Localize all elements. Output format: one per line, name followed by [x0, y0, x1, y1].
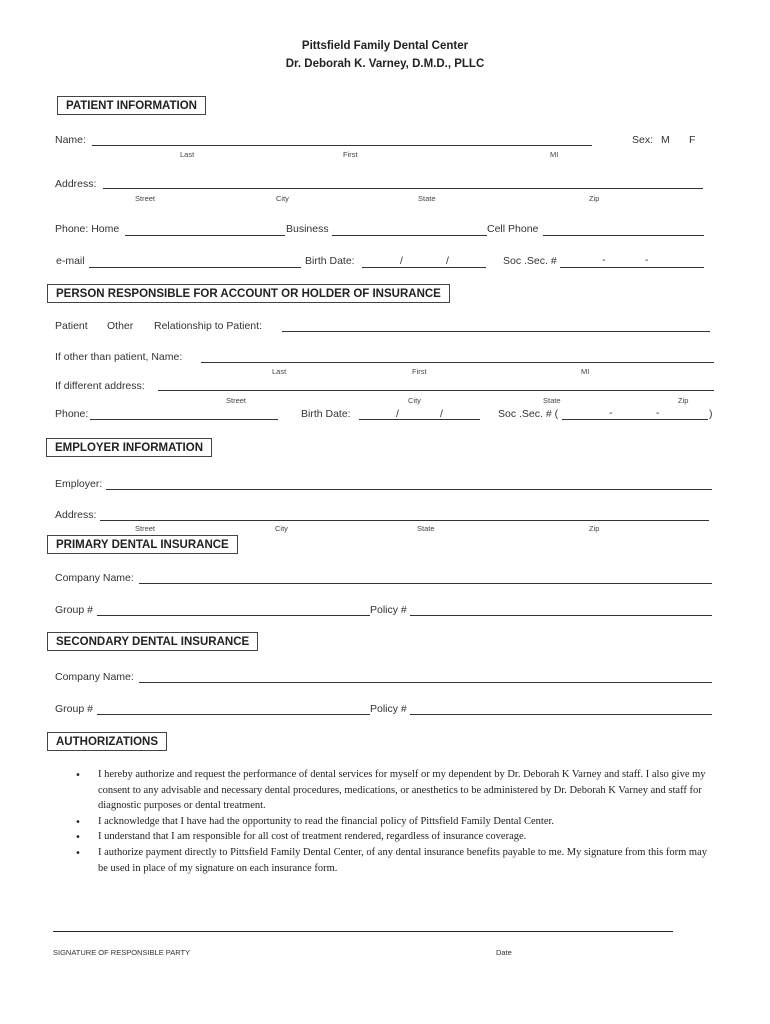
cell-phone-label: Cell Phone: [487, 223, 539, 235]
section-person-responsible: PERSON RESPONSIBLE FOR ACCOUNT OR HOLDER OF INSURANCE: [47, 284, 450, 303]
employer-address-field[interactable]: [100, 520, 709, 521]
responsible-phone-field[interactable]: [90, 419, 278, 420]
doctor-name: Dr. Deborah K. Varney, D.M.D., PLLC: [285, 58, 485, 70]
email-field[interactable]: [89, 267, 301, 268]
address-state-caption: State: [418, 194, 436, 203]
cell-phone-field[interactable]: [543, 235, 704, 236]
responsible-soc-sec-dash: -: [609, 407, 613, 419]
sex-option-m[interactable]: M: [661, 134, 670, 146]
birth-date-label: Birth Date:: [305, 255, 355, 267]
responsible-birth-date-field[interactable]: [359, 419, 480, 420]
primary-company-field[interactable]: [139, 583, 712, 584]
email-label: e-mail: [56, 255, 85, 267]
name-first-caption: First: [343, 150, 358, 159]
phone-home-label: Phone: Home: [55, 223, 120, 235]
different-address-city-caption: City: [408, 396, 421, 405]
authorization-item-payment: I authorize payment directly to Pittsfield Family Dental Center, of any dental insurance benefits payable to me. My signature from this form may be used in place of my signature on each insurance form.: [98, 847, 707, 874]
relationship-label: Relationship to Patient:: [154, 320, 262, 332]
responsible-soc-sec-label: Soc .Sec. # (: [498, 408, 559, 420]
patient-option[interactable]: Patient: [55, 320, 88, 332]
bullet-icon: •: [75, 817, 81, 828]
responsible-soc-sec-field[interactable]: [562, 419, 708, 420]
bullet-icon: •: [75, 848, 81, 859]
different-address-field[interactable]: [158, 390, 714, 391]
employer-street-caption: Street: [135, 524, 156, 533]
clinic-name: Pittsfield Family Dental Center: [301, 40, 469, 52]
primary-policy-field[interactable]: [410, 615, 712, 616]
responsible-birth-date-separator: /: [440, 408, 443, 420]
sex-label: Sex:: [632, 134, 654, 146]
different-address-label: If different address:: [55, 380, 145, 392]
soc-sec-dash: -: [602, 254, 606, 266]
signature-date-label: Date: [496, 948, 512, 957]
birth-date-field[interactable]: [362, 267, 486, 268]
other-name-last-caption: Last: [272, 367, 287, 376]
employer-zip-caption: Zip: [589, 524, 600, 533]
responsible-phone-label: Phone:: [55, 408, 89, 420]
address-zip-caption: Zip: [589, 194, 600, 203]
different-address-state-caption: State: [543, 396, 561, 405]
different-address-zip-caption: Zip: [678, 396, 689, 405]
secondary-policy-label: Policy #: [370, 703, 407, 715]
address-field[interactable]: [103, 188, 703, 189]
employer-address-label: Address:: [55, 509, 97, 521]
section-primary-dental-insurance: PRIMARY DENTAL INSURANCE: [47, 535, 238, 554]
name-label: Name:: [55, 134, 86, 146]
other-name-field[interactable]: [201, 362, 714, 363]
address-label: Address:: [55, 178, 97, 190]
authorization-item-consent: I hereby authorize and request the performance of dental services for myself or my dependent by Dr. Deborah K Varney and staff. I also give my consent to any advisable and necessary dental procedures, medications, or anesthetics to be administered by Dr. Deborah K Varney and staff for diagnostic purposes or dental treatment.: [98, 769, 706, 811]
other-name-label: If other than patient, Name:: [55, 351, 183, 363]
authorization-item-financial-policy: I acknowledge that I have had the opportunity to read the financial policy of Pittsfield Family Dental Center.: [98, 816, 555, 827]
employer-state-caption: State: [417, 524, 435, 533]
phone-home-field[interactable]: [125, 235, 285, 236]
primary-group-field[interactable]: [97, 615, 370, 616]
secondary-company-label: Company Name:: [55, 671, 134, 683]
birth-date-separator: /: [400, 255, 403, 267]
business-phone-field[interactable]: [332, 235, 487, 236]
section-patient-information: PATIENT INFORMATION: [57, 96, 206, 115]
primary-group-label: Group #: [55, 604, 93, 616]
section-authorizations: AUTHORIZATIONS: [47, 732, 167, 751]
name-mi-caption: MI: [550, 150, 559, 159]
other-name-first-caption: First: [412, 367, 427, 376]
responsible-soc-sec-dash: -: [656, 407, 660, 419]
soc-sec-dash: -: [645, 254, 649, 266]
employer-city-caption: City: [275, 524, 288, 533]
authorization-item-cost-responsibility: I understand that I am responsible for all cost of treatment rendered, regardless of insurance coverage.: [98, 831, 527, 842]
secondary-policy-field[interactable]: [410, 714, 712, 715]
name-field[interactable]: [92, 145, 592, 146]
section-secondary-dental-insurance: SECONDARY DENTAL INSURANCE: [47, 632, 258, 651]
other-option[interactable]: Other: [107, 320, 134, 332]
soc-sec-field[interactable]: [560, 267, 704, 268]
address-city-caption: City: [276, 194, 289, 203]
signature-line[interactable]: [53, 931, 673, 932]
secondary-group-field[interactable]: [97, 714, 370, 715]
secondary-company-field[interactable]: [139, 682, 712, 683]
employer-field[interactable]: [106, 489, 712, 490]
bullet-icon: •: [75, 832, 81, 843]
employer-label: Employer:: [55, 478, 103, 490]
different-address-street-caption: Street: [226, 396, 247, 405]
primary-policy-label: Policy #: [370, 604, 407, 616]
primary-company-label: Company Name:: [55, 572, 134, 584]
name-last-caption: Last: [180, 150, 195, 159]
bullet-icon: •: [75, 770, 81, 781]
responsible-birth-date-label: Birth Date:: [301, 408, 351, 420]
soc-sec-label: Soc .Sec. #: [503, 255, 557, 267]
business-phone-label: Business: [286, 223, 329, 235]
relationship-field[interactable]: [282, 331, 710, 332]
responsible-birth-date-separator: /: [396, 408, 399, 420]
birth-date-separator: /: [446, 255, 449, 267]
other-name-mi-caption: MI: [581, 367, 590, 376]
address-street-caption: Street: [135, 194, 156, 203]
responsible-soc-sec-close: ): [709, 408, 713, 420]
signature-label: SIGNATURE OF RESPONSIBLE PARTY: [53, 948, 191, 957]
secondary-group-label: Group #: [55, 703, 93, 715]
sex-option-f[interactable]: F: [689, 134, 696, 146]
section-employer-information: EMPLOYER INFORMATION: [46, 438, 212, 457]
